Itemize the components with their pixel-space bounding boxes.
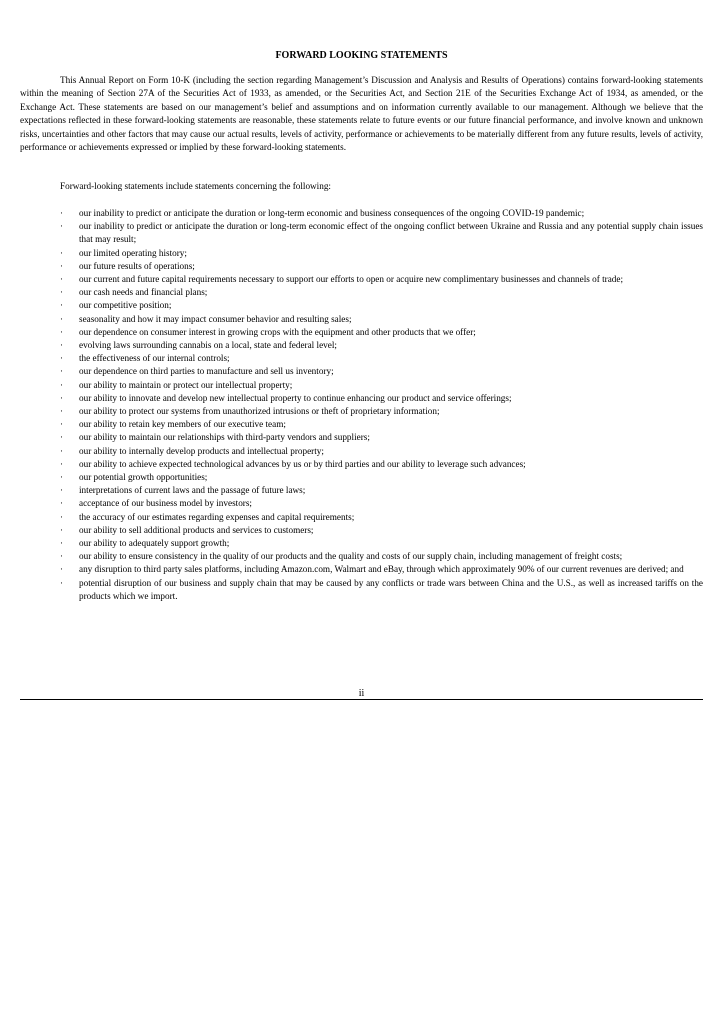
bullet-item <box>20 524 703 537</box>
bullet-item <box>20 405 703 418</box>
bullet-item <box>20 484 703 497</box>
bullet-dot-icon: · <box>60 406 63 417</box>
bullet-text: evolving laws surrounding cannabis on a local, state and federal level; <box>79 340 337 351</box>
bullet-dot-icon: · <box>60 551 63 562</box>
bullet-item <box>20 418 703 431</box>
bullet-text: acceptance of our business model by investors; <box>79 498 252 509</box>
bullet-item <box>20 273 703 286</box>
bullet-dot-icon: · <box>60 313 63 324</box>
bullet-item <box>20 365 703 378</box>
bullet-text: our limited operating history; <box>79 247 187 258</box>
bullet-text: our ability to protect our systems from unauthorized intrusions or theft of proprietary information; <box>79 406 440 417</box>
bullet-text: any disruption to third party sales platforms, including Amazon.com, Walmart and eBay, through which approximately 90% of our current revenues are derived; and <box>79 564 684 575</box>
bullet-text: the accuracy of our estimates regarding expenses and capital requirements; <box>79 511 355 522</box>
bullet-text: our inability to predict or anticipate the duration or long-term economic effect of the ongoing conflict between Ukraine and Russia and any potential supply chain issues that may result; <box>79 221 703 245</box>
bullet-text: our ability to adequately support growth; <box>79 538 230 549</box>
bullet-text: our ability to achieve expected technological advances by us or by third parties and our ability to leverage such advances; <box>79 458 526 469</box>
bullet-dot-icon: · <box>60 485 63 496</box>
bullet-text: potential disruption of our business and supply chain that may be caused by any conflicts or trade wars between China and the U.S., as well as increased tariffs on the products which we import. <box>79 577 703 601</box>
forward-looking-bullet-list <box>20 207 703 603</box>
bullet-item <box>20 392 703 405</box>
bullet-item <box>20 497 703 510</box>
bullet-text: seasonality and how it may impact consumer behavior and resulting sales; <box>79 313 352 324</box>
bullet-dot-icon: · <box>60 260 63 271</box>
bullet-text: our dependence on consumer interest in growing crops with the equipment and other products that we offer; <box>79 326 476 337</box>
bullet-text: our cash needs and financial plans; <box>79 287 208 298</box>
bullet-text: our ability to internally develop products and intellectual property; <box>79 445 324 456</box>
bullet-item <box>20 260 703 273</box>
intro-paragraph: This Annual Report on Form 10-K (including the section regarding Management’s Discussion and Analysis and Results of Operations) contains forward-looking statements within the meaning of Section 27A of the Securities Act of 1933, as amended, or the Securities Act, and Section 21E of the Securities Exchange Act of 1934, as amended, or the Exchange Act. These statements are based on our management’s belief and assumptions and on information currently available to our management. Although we believe that the expectations reflected in these forward-looking statements are reasonable, these statements relate to future events or our future financial performance, and involve known and unknown risks, uncertainties and other factors that may cause our actual results, levels of activity, performance or achievements to be materially different from any future results, levels of activity, performance or achievements expressed or implied by these forward-looking statements. <box>20 75 703 153</box>
bullet-item <box>20 550 703 563</box>
bullet-item <box>20 537 703 550</box>
bullet-dot-icon: · <box>60 340 63 351</box>
bullet-dot-icon: · <box>60 247 63 258</box>
bullet-text: our ability to ensure consistency in the quality of our products and the quality and costs of our supply chain, including management of freight costs; <box>79 551 623 562</box>
bullet-dot-icon: · <box>60 353 63 364</box>
bullet-dot-icon: · <box>60 300 63 311</box>
bullet-item <box>20 511 703 524</box>
bullet-dot-icon: · <box>60 221 63 232</box>
bullet-text: interpretations of current laws and the passage of future laws; <box>79 485 306 496</box>
bullet-text: the effectiveness of our internal controls; <box>79 353 230 364</box>
page-title: FORWARD LOOKING STATEMENTS <box>275 50 448 61</box>
page-number: ii <box>358 688 365 699</box>
bullet-dot-icon: · <box>60 472 63 483</box>
bullet-item <box>20 563 703 576</box>
bullet-dot-icon: · <box>60 287 63 298</box>
bullet-dot-icon: · <box>60 379 63 390</box>
bullet-item <box>20 352 703 365</box>
bullet-item <box>20 326 703 339</box>
bullet-dot-icon: · <box>60 538 63 549</box>
bullet-dot-icon: · <box>60 419 63 430</box>
bullet-text: our ability to maintain or protect our intellectual property; <box>79 379 293 390</box>
bullet-dot-icon: · <box>60 524 63 535</box>
bullet-dot-icon: · <box>60 564 63 575</box>
bullet-item <box>20 247 703 260</box>
bullet-item <box>20 431 703 444</box>
bullet-item <box>20 458 703 471</box>
bullet-dot-icon: · <box>60 577 63 588</box>
bullet-dot-icon: · <box>60 326 63 337</box>
bullet-item <box>20 299 703 312</box>
bullet-dot-icon: · <box>60 458 63 469</box>
bullet-text: our inability to predict or anticipate the duration or long-term economic and business consequences of the ongoing COVID-19 pandemic; <box>79 208 585 218</box>
bullet-text: our ability to sell additional products and services to customers; <box>79 524 314 535</box>
bullet-item <box>20 339 703 352</box>
bullet-text: our potential growth opportunities; <box>79 472 208 483</box>
bullet-item <box>20 379 703 392</box>
bullet-item <box>20 471 703 484</box>
bullet-text: our dependence on third parties to manufacture and sell us inventory; <box>79 366 334 377</box>
bullet-item <box>20 220 703 246</box>
bullet-item <box>20 445 703 458</box>
bullet-dot-icon: · <box>60 511 63 522</box>
bullet-dot-icon: · <box>60 432 63 443</box>
bullet-text: our competitive position; <box>79 300 172 311</box>
bullet-text: our ability to maintain our relationships with third-party vendors and suppliers; <box>79 432 370 443</box>
bullet-item <box>20 577 703 603</box>
footer-divider <box>20 699 703 700</box>
bullet-text: our ability to retain key members of our executive team; <box>79 419 286 430</box>
bullet-item <box>20 313 703 326</box>
bullet-dot-icon: · <box>60 366 63 377</box>
bullet-dot-icon: · <box>60 274 63 285</box>
bullet-dot-icon: · <box>60 498 63 509</box>
bullet-item <box>20 207 703 220</box>
bullet-text: our current and future capital requirements necessary to support our efforts to open or acquire new complimentary businesses and channels of trade; <box>79 274 624 285</box>
bullet-dot-icon: · <box>60 445 63 456</box>
bullet-item <box>20 286 703 299</box>
bullet-text: our ability to innovate and develop new intellectual property to continue enhancing our product and service offerings; <box>79 392 512 403</box>
bullet-dot-icon: · <box>60 392 63 403</box>
bullet-dot-icon: · <box>60 208 63 218</box>
bullet-lead-in: Forward-looking statements include statements concerning the following: <box>60 181 331 191</box>
bullet-text: our future results of operations; <box>79 260 195 271</box>
